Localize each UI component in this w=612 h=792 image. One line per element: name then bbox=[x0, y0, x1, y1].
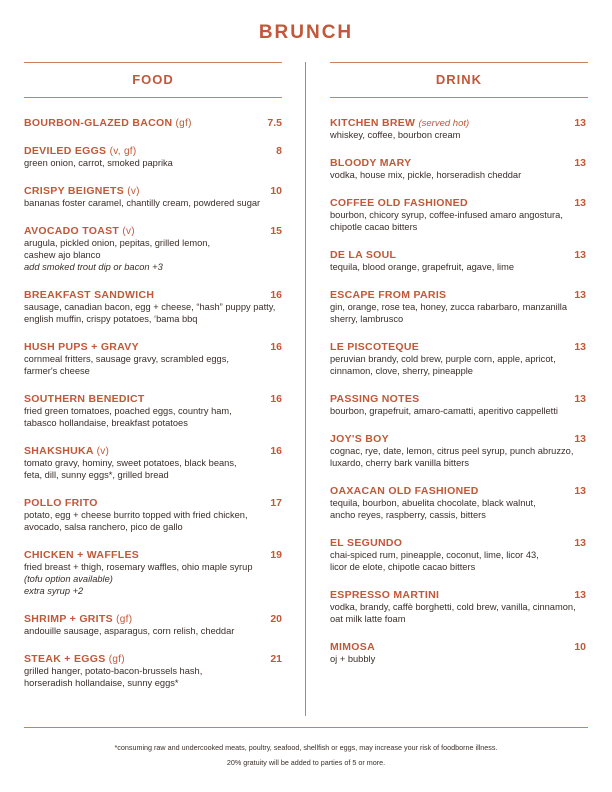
menu-item-price: 16 bbox=[270, 445, 282, 457]
column-divider bbox=[305, 62, 306, 716]
menu-item-name-group bbox=[24, 653, 125, 665]
menu-item-name-group bbox=[330, 289, 446, 301]
menu-item bbox=[24, 393, 282, 429]
description-line: chipotle cacao bitters bbox=[330, 222, 418, 232]
menu-item-name: SHRIMP + GRITS bbox=[24, 613, 113, 625]
menu-item-description bbox=[24, 197, 282, 209]
description-line: feta, dill, sunny eggs*, grilled bread bbox=[24, 470, 169, 480]
menu-item-description bbox=[330, 129, 586, 141]
dietary-tag: (v, gf) bbox=[109, 146, 137, 157]
menu-item-price: 16 bbox=[270, 393, 282, 405]
menu-item-row bbox=[330, 433, 586, 445]
menu-item-name-group bbox=[330, 433, 389, 445]
description-line: cashew ajo blanco bbox=[24, 250, 101, 260]
menu-item-name-group bbox=[24, 613, 132, 625]
menu-item-price: 20 bbox=[270, 613, 282, 625]
menu-item-name: MIMOSA bbox=[330, 641, 375, 653]
menu-item-name: STEAK + EGGS bbox=[24, 653, 106, 665]
drink-heading: DRINK bbox=[435, 72, 483, 87]
menu-item-name: BOURBON-GLAZED BACON bbox=[24, 117, 173, 129]
menu-item bbox=[330, 289, 586, 325]
menu-item-description bbox=[24, 561, 282, 597]
menu-item bbox=[330, 589, 586, 625]
description-line: tomato gravy, hominy, sweet potatoes, black beans, bbox=[24, 458, 237, 468]
menu-item bbox=[24, 445, 282, 481]
menu-item-description bbox=[24, 457, 282, 481]
menu-item-name-group bbox=[330, 485, 479, 497]
menu-item-name: DEVILED EGGS bbox=[24, 145, 107, 157]
menu-item-name-group bbox=[24, 185, 140, 197]
menu-item-price: 15 bbox=[270, 225, 282, 237]
description-line: sausage, canadian bacon, egg + cheese, “hash” puppy patty, bbox=[24, 302, 276, 312]
description-line: grilled hanger, potato-bacon-brussels hash, bbox=[24, 666, 203, 676]
menu-item-description bbox=[24, 625, 282, 637]
food-heading: FOOD bbox=[132, 72, 174, 87]
menu-item bbox=[330, 117, 586, 141]
menu-item-row bbox=[24, 289, 282, 301]
menu-item-row bbox=[24, 341, 282, 353]
menu-item-name: SHAKSHUKA bbox=[24, 445, 94, 457]
menu-item-row bbox=[24, 117, 282, 129]
menu-item-name-group bbox=[330, 197, 468, 209]
menu-item-row bbox=[330, 341, 586, 353]
heading-rule bbox=[330, 97, 588, 98]
description-line: horseradish hollandaise, sunny eggs* bbox=[24, 678, 179, 688]
menu-item-name-group bbox=[330, 341, 419, 353]
description-line: oat milk latte foam bbox=[330, 614, 406, 624]
menu-item-name: DE LA SOUL bbox=[330, 249, 397, 261]
menu-item-name: BLOODY MARY bbox=[330, 157, 412, 169]
menu-item-name: JOY'S BOY bbox=[330, 433, 389, 445]
menu-item-row bbox=[24, 549, 282, 561]
menu-item-price: 19 bbox=[270, 549, 282, 561]
menu-item-price: 13 bbox=[574, 157, 586, 169]
menu-item-row bbox=[330, 393, 586, 405]
food-list bbox=[24, 117, 282, 705]
dietary-tag: (v) bbox=[96, 446, 110, 457]
menu-item-name-group bbox=[330, 393, 419, 405]
menu-item-row bbox=[330, 641, 586, 653]
menu-item-name-group bbox=[24, 445, 109, 457]
menu-item-row bbox=[24, 225, 282, 237]
description-line: luxardo, cherry bark vanilla bitters bbox=[330, 458, 469, 468]
menu-item-name: HUSH PUPS + GRAVY bbox=[24, 341, 139, 353]
description-line: vodka, house mix, pickle, horseradish cheddar bbox=[330, 170, 522, 180]
menu-item bbox=[330, 393, 586, 417]
dietary-tag: (gf) bbox=[108, 654, 125, 665]
menu-item-price: 13 bbox=[574, 589, 586, 601]
menu-item-name: ESPRESSO MARTINI bbox=[330, 589, 440, 601]
menu-item-description bbox=[330, 209, 586, 233]
menu-item-name-group bbox=[330, 157, 411, 169]
menu-item-row bbox=[330, 289, 586, 301]
menu-item-row bbox=[24, 145, 282, 157]
menu-item-name: CHICKEN + WAFFLES bbox=[24, 549, 140, 561]
description-line: cornmeal fritters, sausage gravy, scrambled eggs, bbox=[24, 354, 229, 364]
menu-item-price: 17 bbox=[270, 497, 282, 509]
menu-item-name-group bbox=[24, 145, 137, 157]
menu-item-row bbox=[330, 197, 586, 209]
menu-item-row bbox=[24, 393, 282, 405]
description-line: oj + bubbly bbox=[330, 654, 376, 664]
menu-item-name: AVOCADO TOAST bbox=[24, 225, 120, 237]
menu-item-description bbox=[330, 301, 586, 325]
description-line: tabasco hollandaise, breakfast potatoes bbox=[24, 418, 188, 428]
dietary-tag: (v) bbox=[122, 226, 135, 237]
description-line: arugula, pickled onion, pepitas, grilled lemon, bbox=[24, 238, 211, 248]
menu-item-name-group bbox=[24, 549, 139, 561]
description-line: bananas foster caramel, chantilly cream, powdered sugar bbox=[24, 198, 261, 208]
menu-item-description bbox=[330, 601, 586, 625]
menu-item-name: SOUTHERN BENEDICT bbox=[24, 393, 145, 405]
footer-rule bbox=[24, 727, 588, 728]
description-line: chai-spiced rum, pineapple, coconut, lime, licor 43, bbox=[330, 550, 539, 560]
menu-item-name: ESCAPE FROM PARIS bbox=[330, 289, 447, 301]
menu-item-name: OAXACAN OLD FASHIONED bbox=[330, 485, 479, 497]
menu-item-name-group bbox=[24, 225, 135, 237]
menu-item-description bbox=[330, 549, 586, 573]
menu-item-price: 21 bbox=[270, 653, 282, 665]
menu-item-name-group bbox=[330, 249, 396, 261]
menu-item bbox=[330, 485, 586, 521]
description-line: bourbon, grapefruit, amaro-camatti, aperitivo cappelletti bbox=[330, 406, 558, 416]
menu-item-name-group bbox=[24, 117, 192, 129]
menu-item-price: 13 bbox=[574, 537, 586, 549]
menu-item bbox=[330, 341, 586, 377]
drink-list bbox=[330, 117, 586, 681]
menu-title: BRUNCH bbox=[258, 22, 354, 43]
top-rule bbox=[330, 62, 588, 63]
menu-item-row bbox=[330, 157, 586, 169]
description-line: green onion, carrot, smoked paprika bbox=[24, 158, 173, 168]
description-line: fried green tomatoes, poached eggs, country ham, bbox=[24, 406, 232, 416]
menu-item-row bbox=[24, 497, 282, 509]
menu-item-name-group bbox=[24, 497, 98, 509]
menu-item-price: 16 bbox=[270, 289, 282, 301]
menu-item-name: KITCHEN BREW bbox=[330, 117, 416, 129]
footer-disclaimer: *consuming raw and undercooked meats, poultry, seafood, shellfish or eggs, may increase your risk of foodborne illness. bbox=[114, 743, 498, 752]
menu-item-row bbox=[330, 249, 586, 261]
menu-item-addon: extra syrup +2 bbox=[24, 586, 84, 596]
serving-note: (served hot) bbox=[418, 118, 470, 129]
menu-item bbox=[330, 641, 586, 665]
menu-item-row bbox=[24, 445, 282, 457]
menu-item-description bbox=[330, 169, 586, 181]
description-line: potato, egg + cheese burrito topped with fried chicken, bbox=[24, 510, 248, 520]
menu-item-price: 13 bbox=[574, 433, 586, 445]
menu-item bbox=[24, 289, 282, 325]
menu-item-description bbox=[330, 497, 586, 521]
menu-item-name: CRISPY BEIGNETS bbox=[24, 185, 124, 197]
description-line: tequila, bourbon, abuelita chocolate, black walnut, bbox=[330, 498, 536, 508]
menu-item-addon: (tofu option available) bbox=[24, 574, 113, 584]
description-line: cognac, rye, date, lemon, citrus peel syrup, punch abruzzo, bbox=[330, 446, 574, 456]
menu-item-name-group bbox=[24, 341, 139, 353]
menu-item-row bbox=[330, 589, 586, 601]
menu-item-row bbox=[330, 537, 586, 549]
menu-item-row bbox=[24, 653, 282, 665]
description-line: tequila, blood orange, grapefruit, agave, lime bbox=[330, 262, 514, 272]
menu-item-name: COFFEE OLD FASHIONED bbox=[330, 197, 468, 209]
menu-item-name: BREAKFAST SANDWICH bbox=[24, 289, 155, 301]
footer-gratuity: 20% gratuity will be added to parties of 5 or more. bbox=[226, 758, 386, 767]
menu-item bbox=[330, 249, 586, 273]
menu-item bbox=[330, 157, 586, 181]
menu-item-description bbox=[24, 353, 282, 377]
menu-item bbox=[24, 117, 282, 129]
menu-item-name: PASSING NOTES bbox=[330, 393, 420, 405]
description-line: farmer's cheese bbox=[24, 366, 90, 376]
menu-item-name: POLLO FRITO bbox=[24, 497, 98, 509]
description-line: bourbon, chicory syrup, coffee-infused amaro angostura, bbox=[330, 210, 563, 220]
description-line: ancho reyes, raspberry, cassis, bitters bbox=[330, 510, 486, 520]
menu-item-name-group bbox=[330, 117, 469, 129]
menu-item-description bbox=[24, 665, 282, 689]
menu-item-price: 16 bbox=[270, 341, 282, 353]
menu-item bbox=[330, 537, 586, 573]
menu-item-description bbox=[330, 445, 586, 469]
menu-item-description bbox=[330, 261, 586, 273]
menu-item-name-group bbox=[24, 393, 145, 405]
menu-item bbox=[24, 225, 282, 273]
menu-item-name: LE PISCOTEQUE bbox=[330, 341, 420, 353]
menu-item bbox=[24, 185, 282, 209]
menu-item-name-group bbox=[330, 589, 439, 601]
menu-item-name-group bbox=[330, 537, 402, 549]
description-line: whiskey, coffee, bourbon cream bbox=[330, 130, 461, 140]
menu-item-price: 13 bbox=[574, 117, 586, 129]
description-line: peruvian brandy, cold brew, purple corn, apple, apricot, bbox=[330, 354, 556, 364]
menu-item-description bbox=[330, 353, 586, 377]
description-line: vodka, brandy, caffè borghetti, cold brew, vanilla, cinnamon, bbox=[330, 602, 576, 612]
description-line: cinnamon, clove, sherry, pineapple bbox=[330, 366, 473, 376]
menu-item-price: 13 bbox=[574, 197, 586, 209]
menu-item-description bbox=[24, 405, 282, 429]
menu-item-row bbox=[24, 185, 282, 197]
menu-item-name: EL SEGUNDO bbox=[330, 537, 403, 549]
menu-item bbox=[24, 497, 282, 533]
menu-item-description bbox=[330, 405, 586, 417]
menu-item-description bbox=[24, 237, 282, 273]
menu-item bbox=[24, 341, 282, 377]
menu-item-addon: add smoked trout dip or bacon +3 bbox=[24, 262, 163, 272]
menu-item-price: 13 bbox=[574, 289, 586, 301]
menu-item-price: 8 bbox=[276, 145, 282, 157]
menu-item-price: 13 bbox=[574, 249, 586, 261]
menu-item bbox=[24, 549, 282, 597]
top-rule bbox=[24, 62, 282, 63]
menu-item-name-group bbox=[330, 641, 375, 653]
menu-item bbox=[24, 145, 282, 169]
menu-item-price: 7.5 bbox=[267, 117, 282, 129]
menu-item bbox=[24, 613, 282, 637]
description-line: gin, orange, rose tea, honey, zucca rabarbaro, manzanilla bbox=[330, 302, 568, 312]
menu-item-description bbox=[24, 157, 282, 169]
menu-item-price: 10 bbox=[574, 641, 586, 653]
menu-item-price: 10 bbox=[270, 185, 282, 197]
menu-item-price: 13 bbox=[574, 485, 586, 497]
description-line: sherry, lambrusco bbox=[330, 314, 404, 324]
description-line: licor de elote, chipotle cacao bitters bbox=[330, 562, 476, 572]
menu-item-row bbox=[330, 485, 586, 497]
dietary-tag: (v) bbox=[127, 186, 140, 197]
menu-item-name-group bbox=[24, 289, 154, 301]
dietary-tag: (gf) bbox=[175, 118, 192, 129]
menu-item-row bbox=[24, 613, 282, 625]
menu-item bbox=[330, 433, 586, 469]
description-line: fried breast + thigh, rosemary waffles, ohio maple syrup bbox=[24, 562, 253, 572]
description-line: avocado, salsa ranchero, pico de gallo bbox=[24, 522, 183, 532]
menu-item bbox=[330, 197, 586, 233]
menu-item-description bbox=[24, 509, 282, 533]
menu-item bbox=[24, 653, 282, 689]
menu-item-description bbox=[330, 653, 586, 665]
menu-item-price: 13 bbox=[574, 341, 586, 353]
heading-rule bbox=[24, 97, 282, 98]
menu-item-description bbox=[24, 301, 282, 325]
menu-item-row bbox=[330, 117, 586, 129]
description-line: english muffin, crispy potatoes, ‘bama bbq bbox=[24, 314, 198, 324]
dietary-tag: (gf) bbox=[116, 614, 133, 625]
menu-item-price: 13 bbox=[574, 393, 586, 405]
description-line: andouille sausage, asparagus, corn relish, cheddar bbox=[24, 626, 235, 636]
